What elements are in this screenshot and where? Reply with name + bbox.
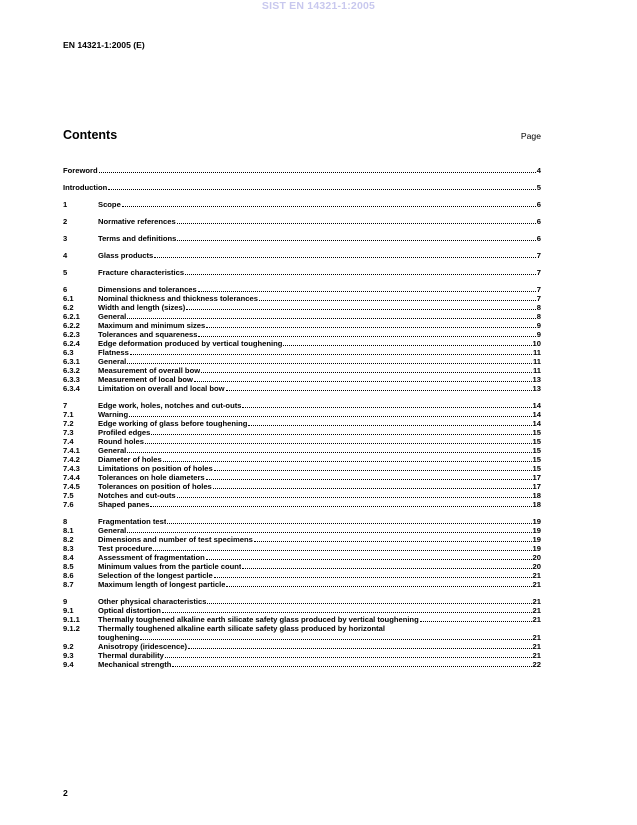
- toc-entry-page: 11: [532, 357, 541, 366]
- toc-entry-title: General: [98, 526, 127, 535]
- toc-entry-page: 6: [536, 200, 541, 209]
- toc-entry-page: 21: [532, 633, 541, 642]
- toc-entry[interactable]: [63, 482, 541, 491]
- toc-leader-dots: [165, 656, 532, 658]
- toc-entry[interactable]: [63, 491, 541, 500]
- toc-leader-dots: [162, 611, 532, 613]
- toc-entry-title: toughening: [98, 633, 140, 642]
- toc-entry-title: Measurement of local bow: [98, 375, 193, 384]
- toc-entry-number: 8.1: [63, 526, 74, 535]
- toc-leader-dots: [163, 460, 532, 462]
- toc-entry-page: 9: [536, 330, 541, 339]
- page-column-label: Page: [520, 131, 541, 141]
- toc-entry-page: 21: [532, 597, 541, 606]
- toc-entry[interactable]: [63, 464, 541, 473]
- toc-entry-title: Limitations on position of holes: [98, 464, 213, 473]
- toc-entry-page: 21: [532, 615, 541, 624]
- toc-entry-number: 9.1.1: [63, 615, 80, 624]
- toc-entry-page: 10: [532, 339, 541, 348]
- toc-entry-number: 6.2.3: [63, 330, 80, 339]
- toc-leader-dots: [283, 344, 531, 346]
- toc-entry-number: 7.4.3: [63, 464, 80, 473]
- toc-entry-page: 7: [536, 294, 541, 303]
- toc-entry[interactable]: [63, 562, 541, 571]
- toc-leader-dots: [167, 522, 531, 524]
- toc-entry-page: 19: [532, 535, 541, 544]
- toc-entry-number: 8: [63, 517, 68, 526]
- toc-entry-number: 2: [63, 217, 68, 226]
- toc-entry-page: 22: [532, 660, 541, 669]
- toc-entry-title: General: [98, 446, 127, 455]
- toc-entry[interactable]: [63, 597, 541, 606]
- toc-entry[interactable]: [63, 217, 541, 226]
- toc-entry-title: Minimum values from the particle count: [98, 562, 242, 571]
- toc-leader-dots: [248, 424, 531, 426]
- toc-leader-dots: [177, 222, 536, 224]
- toc-entry-page: 18: [532, 500, 541, 509]
- toc-entry-number: 6.3.1: [63, 357, 80, 366]
- toc-entry[interactable]: [63, 437, 541, 446]
- toc-entry-number: 9.3: [63, 651, 74, 660]
- toc-entry-page: 9: [536, 321, 541, 330]
- toc-entry-page: 11: [532, 366, 541, 375]
- toc-entry[interactable]: [63, 526, 541, 535]
- toc-entry-number: 6.2.2: [63, 321, 80, 330]
- toc-entry-number: 9.1.2: [63, 624, 80, 633]
- toc-entry-number: 6.2.4: [63, 339, 80, 348]
- toc-leader-dots: [226, 389, 532, 391]
- toc-entry-page: 15: [532, 446, 541, 455]
- toc-entry-number: 8.7: [63, 580, 74, 589]
- toc-entry[interactable]: [63, 366, 541, 375]
- document-id: EN 14321-1:2005 (E): [63, 40, 145, 50]
- toc-entry[interactable]: [63, 357, 541, 366]
- toc-leader-dots: [99, 171, 536, 173]
- toc-entry[interactable]: [63, 183, 541, 192]
- toc-entry-number: 7: [63, 401, 68, 410]
- toc-leader-dots: [151, 433, 531, 435]
- toc-entry[interactable]: [63, 473, 541, 482]
- toc-leader-dots: [185, 273, 536, 275]
- toc-entry-number: 7.3: [63, 428, 74, 437]
- toc-entry[interactable]: [63, 303, 541, 312]
- toc-entry-title: Scope: [98, 200, 121, 209]
- toc-entry[interactable]: [63, 651, 541, 660]
- toc-entry-number: 3: [63, 234, 68, 243]
- toc-entry-number: 8.5: [63, 562, 74, 571]
- toc-entry-title: Glass products: [98, 251, 154, 260]
- toc-entry[interactable]: [63, 553, 541, 562]
- toc-leader-dots: [201, 371, 532, 373]
- toc-entry-title: Maximum and minimum sizes: [98, 321, 206, 330]
- toc-entry[interactable]: [63, 234, 541, 243]
- toc-entry[interactable]: [63, 446, 541, 455]
- toc-entry-title: Fragmentation test: [98, 517, 167, 526]
- toc-leader-dots: [206, 478, 532, 480]
- toc-entry-number: 7.4: [63, 437, 74, 446]
- toc-entry-page: 6: [536, 217, 541, 226]
- toc-entry[interactable]: [63, 339, 541, 348]
- toc-leader-dots: [420, 620, 532, 622]
- toc-entry-page: 13: [532, 375, 541, 384]
- toc-entry-number: 7.4.1: [63, 446, 80, 455]
- toc-entry[interactable]: [63, 544, 541, 553]
- toc-entry-page: 4: [536, 166, 541, 175]
- toc-entry-number: 8.4: [63, 553, 74, 562]
- toc-entry-page: 13: [532, 384, 541, 393]
- toc-entry-number: 7.4.4: [63, 473, 80, 482]
- toc-entry-title: Other physical characteristics: [98, 597, 207, 606]
- toc-entry-number: 7.5: [63, 491, 74, 500]
- toc-entry-title: Edge work, holes, notches and cut-outs: [98, 401, 242, 410]
- toc-entry[interactable]: [63, 321, 541, 330]
- toc-entry-page: 17: [532, 473, 541, 482]
- toc-entry-number: 7.1: [63, 410, 74, 419]
- toc-entry-page: 8: [536, 303, 541, 312]
- toc-entry-title: General: [98, 312, 127, 321]
- toc-entry-page: 20: [532, 562, 541, 571]
- toc-leader-dots: [186, 308, 536, 310]
- toc-entry-number: 8.3: [63, 544, 74, 553]
- toc-entry-title: Assessment of fragmentation: [98, 553, 205, 562]
- toc-entry-page: 11: [532, 348, 541, 357]
- toc-entry-page: 15: [532, 455, 541, 464]
- toc-entry-title: Thermal durability: [98, 651, 164, 660]
- toc-leader-dots: [242, 567, 531, 569]
- toc-entry-page: 19: [532, 517, 541, 526]
- toc-entry-title: Diameter of holes: [98, 455, 162, 464]
- toc-entry[interactable]: [63, 633, 541, 642]
- toc-entry-number: 9: [63, 597, 68, 606]
- toc-entry-number: 6.3.2: [63, 366, 80, 375]
- toc-entry-number: 6.1: [63, 294, 74, 303]
- toc-entry[interactable]: [63, 455, 541, 464]
- toc-entry-title: Selection of the longest particle: [98, 571, 213, 580]
- toc-leader-dots: [198, 335, 535, 337]
- toc-leader-dots: [254, 540, 532, 542]
- toc-entry[interactable]: [63, 200, 541, 209]
- toc-entry[interactable]: [63, 624, 541, 633]
- toc-entry[interactable]: [63, 410, 541, 419]
- toc-entry-title: Tolerances on hole diameters: [98, 473, 205, 482]
- toc-entry-number: 4: [63, 251, 68, 260]
- toc-entry[interactable]: [63, 251, 541, 260]
- toc-entry[interactable]: [63, 535, 541, 544]
- toc-entry-title: Foreword: [63, 166, 98, 175]
- toc-entry-page: 8: [536, 312, 541, 321]
- toc-entry-page: 15: [532, 428, 541, 437]
- toc-entry-number: 9.2: [63, 642, 74, 651]
- toc-entry-number: 7.4.2: [63, 455, 80, 464]
- toc-leader-dots: [127, 451, 531, 453]
- toc-leader-dots: [214, 469, 532, 471]
- toc-leader-dots: [242, 406, 531, 408]
- toc-entry-title: Dimensions and number of test specimens: [98, 535, 253, 544]
- toc-entry-number: 7.2: [63, 419, 74, 428]
- toc-entry-number: 7.4.5: [63, 482, 80, 491]
- toc-leader-dots: [207, 602, 531, 604]
- toc-entry-number: 5: [63, 268, 68, 277]
- toc-leader-dots: [108, 188, 535, 190]
- toc-entry[interactable]: [63, 580, 541, 589]
- toc-entry-title: Terms and definitions: [98, 234, 177, 243]
- toc-entry-page: 20: [532, 553, 541, 562]
- toc-leader-dots: [177, 496, 532, 498]
- toc-entry[interactable]: [63, 642, 541, 651]
- toc-entry-number: 9.4: [63, 660, 74, 669]
- toc-entry-page: 6: [536, 234, 541, 243]
- toc-entry-number: 6: [63, 285, 68, 294]
- toc-leader-dots: [259, 299, 536, 301]
- toc-entry[interactable]: [63, 571, 541, 580]
- toc-entry-page: 19: [532, 526, 541, 535]
- toc-entry[interactable]: [63, 384, 541, 393]
- toc-entry[interactable]: [63, 419, 541, 428]
- toc-entry-page: 15: [532, 464, 541, 473]
- toc-entry[interactable]: [63, 615, 541, 624]
- toc-entry[interactable]: [63, 428, 541, 437]
- toc-entry-title: Introduction: [63, 183, 108, 192]
- toc-entry-title: Edge working of glass before toughening: [98, 419, 248, 428]
- toc-entry-title: Round holes: [98, 437, 144, 446]
- watermark: SIST EN 14321-1:2005: [261, 0, 376, 12]
- toc-leader-dots: [127, 317, 535, 319]
- toc-leader-dots: [122, 205, 536, 207]
- toc-entry-page: 7: [536, 268, 541, 277]
- toc-entry-number: 8.6: [63, 571, 74, 580]
- toc-entry-title: Thermally toughened alkaline earth silicate safety glass produced by vertical toughening: [98, 615, 419, 624]
- toc-entry-title: Normative references: [98, 217, 176, 226]
- toc-entry-number: 6.2: [63, 303, 74, 312]
- toc-entry[interactable]: [63, 517, 541, 526]
- toc-entry-page: 14: [532, 410, 541, 419]
- toc-leader-dots: [153, 549, 531, 551]
- toc-entry-title: General: [98, 357, 127, 366]
- toc-leader-dots: [206, 326, 536, 328]
- toc-entry-number: 1: [63, 200, 68, 209]
- toc-entry-number: 6.2.1: [63, 312, 80, 321]
- toc-entry-number: 8.2: [63, 535, 74, 544]
- toc-leader-dots: [145, 442, 532, 444]
- toc-entry-title: Limitation on overall and local bow: [98, 384, 225, 393]
- toc-entry-page: 7: [536, 285, 541, 294]
- toc-entry-page: 21: [532, 571, 541, 580]
- toc-entry-title: Test procedure: [98, 544, 153, 553]
- toc-entry-title: Notches and cut-outs: [98, 491, 176, 500]
- toc-entry[interactable]: [63, 285, 541, 294]
- toc-entry-page: 14: [532, 419, 541, 428]
- toc-entry-title: Shaped panes: [98, 500, 150, 509]
- toc-entry[interactable]: [63, 312, 541, 321]
- toc-entry-page: 21: [532, 651, 541, 660]
- toc-leader-dots: [194, 380, 532, 382]
- toc-entry-page: 17: [532, 482, 541, 491]
- toc-entry-title: Maximum length of longest particle: [98, 580, 226, 589]
- toc-entry-title: Optical distortion: [98, 606, 161, 615]
- toc-entry-title: Profiled edges: [98, 428, 151, 437]
- toc-entry[interactable]: [63, 268, 541, 277]
- toc-entry-page: 7: [536, 251, 541, 260]
- toc-entry-number: 6.3.4: [63, 384, 80, 393]
- toc-entry[interactable]: [63, 294, 541, 303]
- toc-leader-dots: [127, 531, 531, 533]
- toc-leader-dots: [154, 256, 535, 258]
- toc-entry-number: 6.3: [63, 348, 74, 357]
- toc-entry-title: Measurement of overall bow: [98, 366, 201, 375]
- toc-leader-dots: [214, 576, 532, 578]
- toc-entry[interactable]: [63, 606, 541, 615]
- toc-entry[interactable]: [63, 401, 541, 410]
- toc-entry-title: Mechanical strength: [98, 660, 172, 669]
- toc-entry[interactable]: [63, 330, 541, 339]
- toc-entry-title: Thermally toughened alkaline earth silicate safety glass produced by horizontal: [98, 624, 385, 633]
- toc-entry-number: 7.6: [63, 500, 74, 509]
- toc-leader-dots: [213, 487, 532, 489]
- toc-leader-dots: [140, 638, 531, 640]
- table-of-contents: [63, 166, 541, 669]
- toc-entry-page: 21: [532, 642, 541, 651]
- toc-entry-page: 5: [536, 183, 541, 192]
- toc-entry-page: 15: [532, 437, 541, 446]
- toc-entry-page: 19: [532, 544, 541, 553]
- toc-entry[interactable]: [63, 375, 541, 384]
- toc-entry[interactable]: [63, 500, 541, 509]
- toc-leader-dots: [129, 415, 531, 417]
- page-title: Contents: [63, 128, 118, 142]
- toc-leader-dots: [150, 505, 531, 507]
- toc-entry[interactable]: [63, 660, 541, 669]
- toc-entry-page: 18: [532, 491, 541, 500]
- page-number: 2: [63, 788, 68, 798]
- toc-entry-title: Anisotropy (iridescence): [98, 642, 188, 651]
- toc-entry-title: Fracture characteristics: [98, 268, 185, 277]
- toc-leader-dots: [206, 558, 532, 560]
- toc-leader-dots: [127, 362, 532, 364]
- toc-leader-dots: [130, 353, 532, 355]
- toc-entry-number: 6.3.3: [63, 375, 80, 384]
- toc-entry-page: 14: [532, 401, 541, 410]
- toc-leader-dots: [177, 239, 535, 241]
- toc-entry-page: 21: [532, 606, 541, 615]
- toc-entry-title: Width and length (sizes): [98, 303, 186, 312]
- toc-entry-title: Edge deformation produced by vertical toughening: [98, 339, 283, 348]
- toc-entry-title: Warning: [98, 410, 129, 419]
- toc-entry[interactable]: [63, 348, 541, 357]
- toc-entry-page: 21: [532, 580, 541, 589]
- toc-entry-title: Nominal thickness and thickness tolerances: [98, 294, 258, 303]
- toc-leader-dots: [198, 290, 536, 292]
- toc-leader-dots: [188, 647, 532, 649]
- toc-entry-title: Tolerances and squareness: [98, 330, 198, 339]
- toc-entry-title: Dimensions and tolerances: [98, 285, 197, 294]
- toc-entry-title: Tolerances on position of holes: [98, 482, 212, 491]
- toc-leader-dots: [172, 665, 531, 667]
- toc-entry[interactable]: [63, 166, 541, 175]
- toc-leader-dots: [226, 585, 531, 587]
- toc-entry-number: 9.1: [63, 606, 74, 615]
- toc-entry-title: Flatness: [98, 348, 129, 357]
